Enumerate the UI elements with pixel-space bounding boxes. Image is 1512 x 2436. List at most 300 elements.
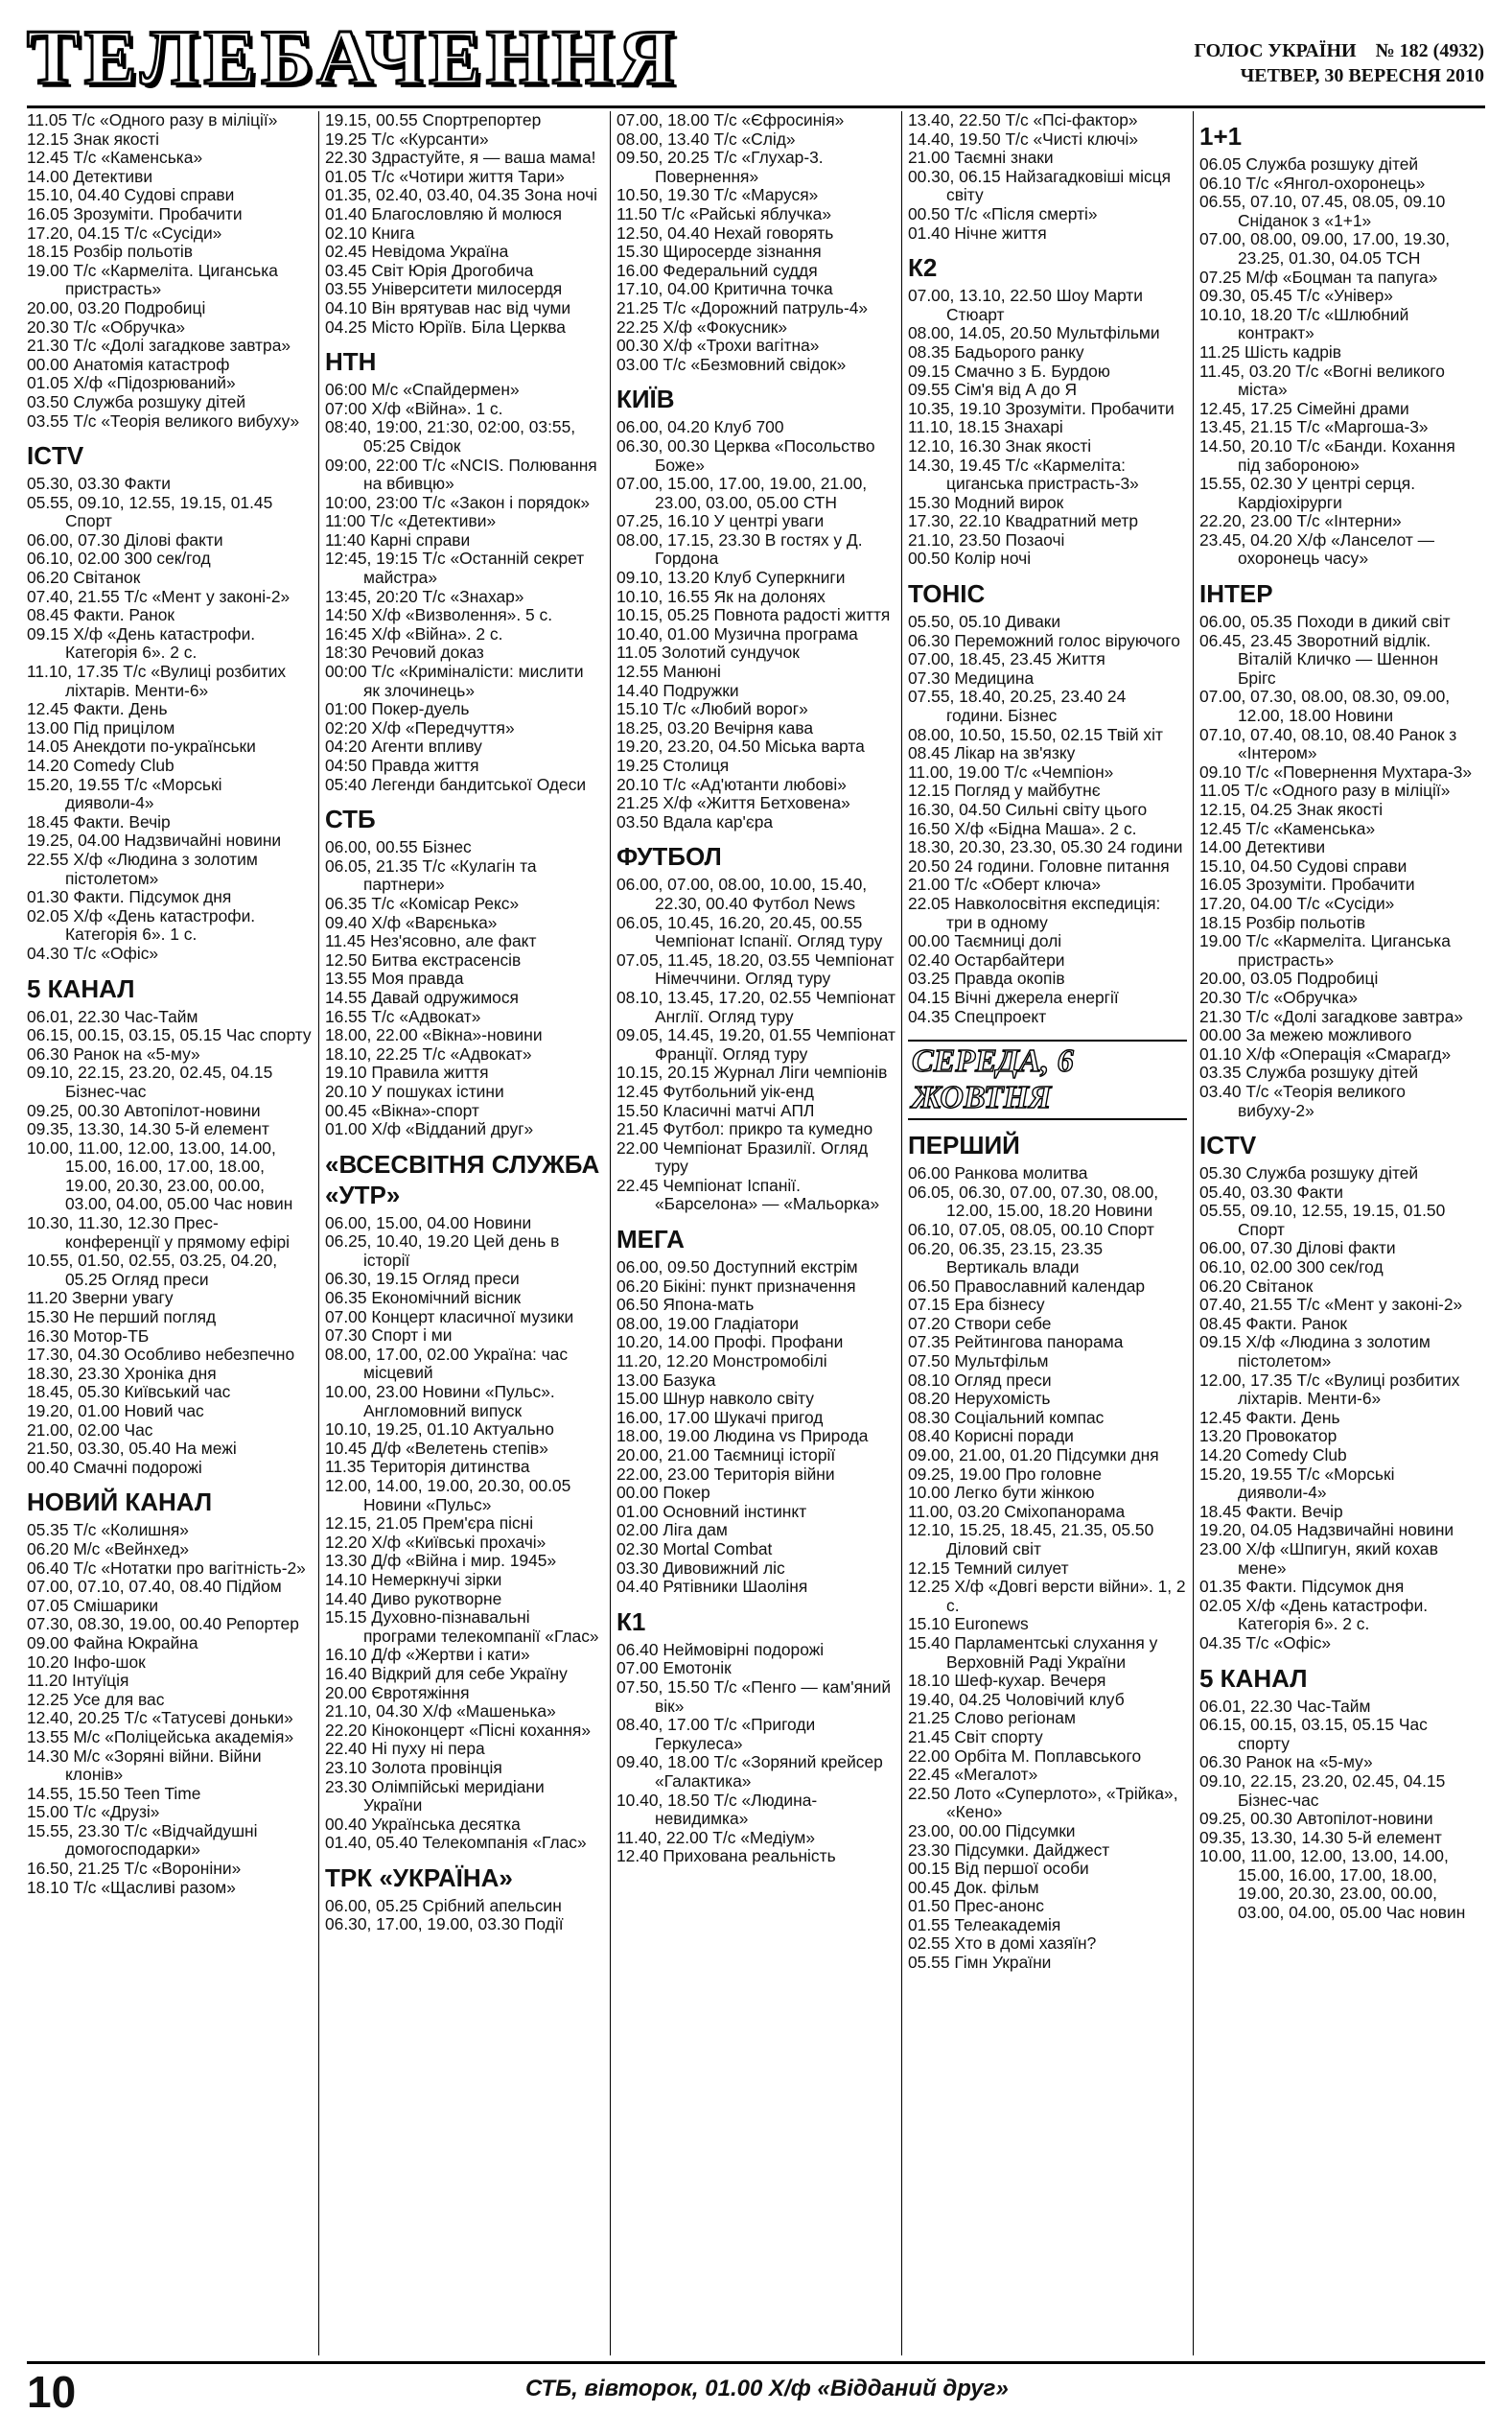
schedule-entry: 11:40 Карні справи [325, 529, 471, 550]
schedule-entry: 08.45 Лікар на зв'язку [908, 743, 1076, 763]
schedule-entry: 16.05 Зрозуміти. Пробачити [27, 203, 243, 223]
schedule-entry: 13.55 М/с «Поліцейська академія» [27, 1726, 294, 1746]
schedule-entry: 21.00 Т/с «Оберт ключа» [908, 875, 1102, 895]
schedule-entry: 12.25 Усе для вас [27, 1689, 165, 1709]
schedule-entry: 20.30 Т/с «Обручка» [27, 316, 186, 337]
schedule-entry: 06.00, 07.00, 08.00, 10.00, 15.40, 22.30, 00.40 Футбол News [616, 875, 868, 913]
schedule-entry: 19.40, 04.25 Чоловічий клуб [908, 1689, 1125, 1709]
schedule-entry: 07:00 Х/ф «Війна». 1 с. [325, 398, 503, 418]
schedule-entry: 08.45 Факти. Ранок [27, 605, 174, 625]
schedule-entry: 00.40 Українська десятка [325, 1814, 521, 1834]
schedule-entry: 06.00, 09.50 Доступний екстрім [616, 1257, 858, 1277]
schedule-entry: 06.00, 00.55 Бізнес [325, 837, 472, 857]
schedule-entry: 07.00, 08.00, 09.00, 17.00, 19.30, 23.25, 01.30, 04.05 ТСН [1199, 229, 1451, 268]
schedule-entry: 11.20, 12.20 Монстромобілі [616, 1351, 827, 1371]
schedule-entry: 09.10, 22.15, 23.20, 02.45, 04.15 Бізнес-час [1199, 1770, 1446, 1810]
schedule-entry: 12.00, 14.00, 19.00, 20.30, 00.05 Новини «Пульс» [325, 1476, 571, 1514]
schedule-entry: 15.10, 04.50 Судові справи [1199, 855, 1407, 876]
schedule-entry: 00.00 Таємниці долі [908, 931, 1062, 951]
schedule-entry: 22.05 Навколосвітня експедиція: три в одному [908, 893, 1161, 932]
schedule-entry: 15.30 Не перший погляд [27, 1307, 217, 1327]
schedule-entry: 06.05, 06.30, 07.00, 07.30, 08.00, 12.00, 15.00, 18.20 Новини [908, 1182, 1159, 1221]
schedule-entry: 01.40 Благословляю й молюся [325, 203, 563, 223]
schedule-entry: 14.55, 15.50 Teen Time [27, 1783, 201, 1803]
column-4 [901, 111, 1193, 2355]
schedule-entry: 12.45 Футбольний уік-енд [616, 1081, 814, 1101]
schedule-entry: 12.15 Темний силует [908, 1558, 1069, 1578]
schedule-entry: 11:00 Т/с «Детективи» [325, 511, 497, 531]
schedule-entry: 18:30 Речовий доказ [325, 643, 484, 663]
schedule-entry: 18.15 Розбір польотів [1199, 912, 1366, 932]
schedule-entry: 12.25 Х/ф «Довгі версти війни». 1, 2 с. [908, 1577, 1186, 1615]
schedule-entry: 06.30, 17.00, 19.00, 03.30 Події [325, 1914, 564, 1934]
schedule-entry: 04.40 Рятівники Шаоліня [616, 1577, 808, 1597]
schedule-entry: 11.20 Інтуїція [27, 1671, 129, 1691]
schedule-entry: 18.00, 22.00 «Вікна»-новини [325, 1025, 543, 1045]
channel-heading: НТН [325, 347, 377, 377]
schedule-entry: 06.00, 07.30 Ділові факти [27, 529, 223, 550]
schedule-entry: 18.45, 05.30 Київський час [27, 1382, 231, 1402]
schedule-entry: 18.10, 22.25 Т/с «Адвокат» [325, 1043, 532, 1064]
schedule-entry: 06.05 Служба розшуку дітей [1199, 154, 1419, 174]
schedule-entry: 12.20 Х/ф «Київські прохачі» [325, 1532, 547, 1552]
schedule-entry: 21.45 Світ спорту [908, 1726, 1043, 1746]
channel-heading: НОВИЙ КАНАЛ [27, 1487, 213, 1517]
schedule-entry: 22.25 Х/ф «Фокусник» [616, 316, 788, 337]
schedule-entry: 19.00 Т/с «Кармеліта. Циганська пристрасть» [27, 260, 278, 299]
schedule-entry: 12.50 Битва екстрасенсів [325, 949, 522, 970]
schedule-entry: 10.00, 11.00, 12.00, 13.00, 14.00, 15.00, 16.00, 17.00, 18.00, 19.00, 20.30, 23.00, 00.00, 03.00, 04.00, 05.00 Час новин [1199, 1846, 1466, 1923]
schedule-entry: 15.00 Шнур навколо світу [616, 1389, 815, 1409]
schedule-entry: 00.30 Х/ф «Трохи вагітна» [616, 336, 820, 356]
schedule-entry: 22.00 Орбіта М. Поплавського [908, 1745, 1142, 1766]
schedule-entry: 15.20, 19.55 Т/с «Морські дияволи-4» [1199, 1464, 1395, 1503]
schedule-entry: 19.15, 00.55 Спортрепортер [325, 111, 542, 129]
schedule-entry: 02.40 Остарбайтери [908, 949, 1065, 970]
schedule-entry: 03.50 Вдала кар'єра [616, 811, 774, 832]
schedule-entry: 22.40 Ні пуху ні пера [325, 1739, 485, 1759]
channel-heading: КИЇВ [616, 385, 675, 414]
schedule-entry: 06.30 Переможний голос віруючого [908, 630, 1180, 650]
schedule-entry: 05.30 Служба розшуку дітей [1199, 1163, 1419, 1183]
schedule-entry: 07.25, 16.10 У центрі уваги [616, 511, 825, 531]
schedule-entry: 06.30, 19.15 Огляд преси [325, 1269, 520, 1289]
schedule-entry: 02.30 Mortal Combat [616, 1538, 773, 1558]
schedule-entry: 12.40 Прихована реальність [616, 1846, 836, 1866]
schedule-entry: 01.05 Т/с «Чотири життя Тари» [325, 166, 565, 186]
schedule-entry: 11.10, 17.35 Т/с «Вулиці розбитих ліхтарів. Менти-6» [27, 662, 287, 700]
channel-heading: ІНТЕР [1199, 579, 1273, 609]
schedule-entry: 13:45, 20:20 Т/с «Знахар» [325, 586, 524, 606]
schedule-entry: 06.30 Ранок на «5-му» [27, 1043, 200, 1064]
schedule-entry: 09.15 Х/ф «Людина з золотим пістолетом» [1199, 1332, 1431, 1371]
schedule-entry: 12.15, 04.25 Знак якості [1199, 800, 1384, 819]
schedule-entry: 06.01, 22.30 Час-Тайм [1199, 1696, 1371, 1716]
schedule-entry: 12.15, 21.05 Прем'єра пісні [325, 1513, 534, 1534]
schedule-entry: 14.20 Comedy Club [27, 756, 174, 775]
schedule-entry: 06.35 Економічний вісник [325, 1288, 522, 1308]
schedule-entry: 04.30 Т/с «Офіс» [27, 943, 159, 963]
schedule-entry: 15.50 Класичні матчі АПЛ [616, 1100, 815, 1120]
schedule-entry: 19.20, 04.05 Надзвичайні новини [1199, 1520, 1454, 1540]
schedule-entry: 20.00, 03.20 Подробиці [27, 297, 206, 317]
schedule-entry: 09.35, 13.30, 14.30 5-й елемент [27, 1119, 269, 1139]
schedule-entry: 07.00, 13.10, 22.50 Шоу Марти Стюарт [908, 286, 1143, 324]
schedule-entry: 02.05 Х/ф «День катастрофи. Категорія 6». 2 с. [1199, 1595, 1429, 1634]
schedule-entry: 05.55, 09.10, 12.55, 19.15, 01.50 Спорт [1199, 1201, 1446, 1239]
schedule-entry: 08.00, 17.15, 23.30 В гостях у Д. Гордона [616, 529, 863, 569]
schedule-entry: 09.40, 18.00 Т/с «Зоряний крейсер «Галактика» [616, 1752, 883, 1791]
schedule-entry: 22.20, 23.00 Т/с «Інтерни» [1199, 511, 1402, 531]
schedule-entry: 22.55 Х/ф «Людина з золотим пістолетом» [27, 849, 258, 888]
schedule-entry: 05.50, 05.10 Диваки [908, 612, 1061, 632]
schedule-entry: 07.40, 21.55 Т/с «Мент у законі-2» [27, 586, 291, 606]
schedule-entry: 12.00, 17.35 Т/с «Вулиці розбитих ліхтарів. Менти-6» [1199, 1370, 1460, 1409]
schedule-entry: 22.00, 23.00 Територія війни [616, 1464, 835, 1484]
schedule-entry: 07.50 Мультфільм [908, 1351, 1049, 1371]
schedule-entry: 08.10 Огляд преси [908, 1370, 1052, 1390]
channel-heading: ТРК «УКРАЇНА» [325, 1862, 513, 1892]
schedule-entry: 16.00 Федеральний суддя [616, 260, 818, 280]
schedule-entry: 09.35, 13.30, 14.30 5-й елемент [1199, 1827, 1442, 1847]
schedule-entry: 08.00, 13.40 Т/с «Слід» [616, 129, 796, 149]
schedule-entry: 01:00 Покер-дуель [325, 699, 470, 719]
schedule-entry: 06.20 М/с «Вейнхед» [27, 1538, 190, 1558]
column-2 [318, 111, 610, 2355]
column-1 [27, 111, 318, 2355]
schedule-entry: 00.00 За межею можливого [1199, 1025, 1412, 1045]
schedule-entry: 15.55, 02.30 У центрі серця. Кардіохірурги [1199, 474, 1416, 512]
schedule-entry: 08.00, 10.50, 15.50, 02.15 Твій хіт [908, 724, 1163, 744]
schedule-entry: 19.25 Столиця [616, 756, 730, 775]
schedule-entry: 14.55 Давай одружимося [325, 987, 519, 1007]
schedule-entry: 10.30, 11.30, 12.30 Прес-конференції у прямому ефірі [27, 1213, 291, 1252]
schedule-entry: 04.35 Спецпроект [908, 1006, 1047, 1026]
schedule-entry: 10.15, 05.25 Повнота радості життя [616, 605, 891, 625]
schedule-entry: 00.00 Анатомія катастроф [27, 354, 230, 374]
schedule-entry: 16.55 Т/с «Адвокат» [325, 1006, 481, 1026]
schedule-entry: 01.35 Факти. Підсумок дня [1199, 1577, 1405, 1597]
schedule-entry: 09.05, 14.45, 19.20, 01.55 Чемпіонат Франції. Огляд туру [616, 1025, 896, 1064]
section-title: ТЕЛЕБАЧЕННЯ [27, 13, 680, 101]
channel-heading: ICTV [1199, 1131, 1257, 1160]
schedule-entry: 02.00 Ліга дам [616, 1520, 728, 1540]
schedule-entry: 07.00, 07.10, 07.40, 08.40 Підйом [27, 1577, 282, 1597]
schedule-entry: 11.20 Зверни увагу [27, 1288, 174, 1308]
schedule-entry: 12.45 Т/с «Каменська» [1199, 818, 1376, 838]
schedule-entry: 05.55 Гімн України [908, 1953, 1052, 1973]
schedule-entry: 06.05, 21.35 Т/с «Кулагін та партнери» [325, 855, 537, 895]
schedule-entry: 07.10, 07.40, 08.10, 08.40 Ранок з «Інтером» [1199, 724, 1457, 763]
schedule-entry: 00.40 Смачні подорожі [27, 1457, 202, 1477]
schedule-entry: 16.40 Відкрий для себе Україну [325, 1663, 568, 1683]
schedule-entry: 03.35 Служба розшуку дітей [1199, 1063, 1419, 1083]
schedule-entry: 18.10 Т/с «Щасливі разом» [27, 1877, 236, 1897]
schedule-entry: 16.30 Мотор-ТБ [27, 1325, 150, 1346]
schedule-entry: 10.55, 01.50, 02.55, 03.25, 04.20, 05.25 Огляд преси [27, 1251, 278, 1289]
schedule-entry: 12.15 Знак якості [27, 129, 159, 149]
schedule-entry: 11.35 Територія дитинства [325, 1457, 530, 1477]
schedule-entry: 02.55 Хто в домі хазяїн? [908, 1933, 1097, 1954]
schedule-entry: 10.15, 20.15 Журнал Ліги чемпіонів [616, 1063, 888, 1083]
schedule-entry: 06:00 М/с «Спайдермен» [325, 380, 520, 400]
schedule-entry: 20.00, 21.00 Таємниці історії [616, 1445, 836, 1464]
schedule-entry: 09.50, 20.25 Т/с «Глухар-3. Повернення» [616, 148, 824, 186]
schedule-entry: 11.45 Нез'ясовно, але факт [325, 931, 537, 951]
schedule-entry: 04:50 Правда життя [325, 756, 479, 775]
schedule-entry: 04.35 Т/с «Офіс» [1199, 1632, 1332, 1652]
schedule-entry: 20.30 Т/с «Обручка» [1199, 987, 1359, 1007]
schedule-entry: 15.30 Щиросерде зізнання [616, 242, 822, 262]
schedule-entry: 21.25 Т/с «Дорожний патруль-4» [616, 297, 869, 317]
schedule-entry: 19.25 Т/с «Курсанти» [325, 129, 489, 149]
issue-date: ЧЕТВЕР, 30 ВЕРЕСНЯ 2010 [1240, 65, 1484, 86]
schedule-entry: 10.10, 16.55 Як на долонях [616, 586, 826, 606]
schedule-entry: 06.01, 22.30 Час-Тайм [27, 1006, 198, 1026]
issue-info [1194, 38, 1484, 88]
schedule-entry: 14.20 Comedy Club [1199, 1445, 1347, 1464]
schedule-entry: 15.10, 04.40 Судові справи [27, 185, 235, 205]
schedule-entry: 06.20 Бікіні: пункт призначення [616, 1276, 856, 1296]
schedule-entry: 01.00 Х/ф «Відданий друг» [325, 1119, 534, 1139]
schedule-entry: 08.10, 13.45, 17.20, 02.55 Чемпіонат Англії. Огляд туру [616, 987, 896, 1026]
channel-heading: ФУТБОЛ [616, 842, 722, 872]
schedule-entry: 01.40 Нічне життя [908, 223, 1047, 243]
schedule-entry: 07.55, 18.40, 20.25, 23.40 24 години. Бізнес [908, 687, 1127, 726]
schedule-entry: 11.00, 03.20 Сміхопанорама [908, 1501, 1126, 1521]
schedule-entry: 06.55, 07.10, 07.45, 08.05, 09.10 Сніданок з «1+1» [1199, 192, 1446, 230]
schedule-entry: 07.00, 18.45, 23.45 Життя [908, 649, 1105, 669]
schedule-entry: 08.20 Нерухомість [908, 1389, 1051, 1409]
schedule-entry: 09.00, 21.00, 01.20 Підсумки дня [908, 1445, 1159, 1465]
schedule-entry: 12.50, 04.40 Нехай говорять [616, 223, 834, 243]
schedule-entry: 07.25 М/ф «Боцман та папуга» [1199, 267, 1438, 287]
day-heading: СЕРЕДА, 6 ЖОВТНЯ [908, 1040, 1187, 1120]
schedule-entry: 01.30 Факти. Підсумок дня [27, 887, 232, 907]
channel-heading: 5 КАНАЛ [27, 973, 135, 1003]
column-3 [610, 111, 901, 2355]
schedule-entry: 05.35 Т/с «Колишня» [27, 1520, 189, 1540]
schedule-entry: 16.50 Х/ф «Бідна Маша». 2 с. [908, 818, 1137, 838]
schedule-entry: 05:40 Легенди бандитської Одеси [325, 774, 587, 794]
schedule-entry: 07.35 Рейтингова панорама [908, 1332, 1124, 1352]
schedule-entry: 09:00, 22:00 Т/с «NCIS. Полювання на вбивцю» [325, 455, 597, 494]
schedule-entry: 15.55, 23.30 Т/с «Відчайдушні домогосподарки» [27, 1820, 258, 1860]
schedule-entry: 06.10 Т/с «Янгол-охоронець» [1199, 173, 1426, 193]
schedule-entry: 21.00, 02.00 Час [27, 1419, 153, 1440]
masthead [27, 13, 1484, 105]
schedule-entry: 08.40 Корисні поради [908, 1426, 1074, 1446]
schedule-entry: 07.20 Створи себе [908, 1313, 1052, 1333]
schedule-entry: 07.30, 08.30, 19.00, 00.40 Репортер [27, 1614, 299, 1634]
schedule-entry: 07.00, 15.00, 17.00, 19.00, 21.00, 23.00, 03.00, 05.00 СТН [616, 474, 868, 512]
schedule-entry: 10.00, 11.00, 12.00, 13.00, 14.00, 15.00, 16.00, 17.00, 18.00, 19.00, 20.30, 23.00, 00.00, 03.00, 04.00, 05.00 Час новин [27, 1137, 293, 1214]
schedule-entry: 04.15 Вічні джерела енергії [908, 987, 1119, 1007]
channel-heading: ПЕРШИЙ [908, 1131, 1020, 1160]
schedule-entry: 13.40, 22.50 Т/с «Псі-фактор» [908, 111, 1138, 129]
schedule-entry: 21.30 Т/с «Долі загадкове завтра» [1199, 1006, 1464, 1026]
schedule-entry: 08:40, 19:00, 21:30, 02:00, 03:55, 05:25 Свідок [325, 417, 576, 456]
schedule-entry: 06.15, 00.15, 03.15, 05.15 Час спорту [27, 1025, 312, 1045]
schedule-entry: 06.50 Япона-мать [616, 1295, 755, 1315]
schedule-entry: 16.00, 17.00 Шукачі пригод [616, 1407, 824, 1427]
schedule-entry: 11.50 Т/с «Райські яблучка» [616, 203, 832, 223]
schedule-entry: 14.50, 20.10 Т/с «Банди. Кохання під забороною» [1199, 435, 1455, 475]
schedule-entry: 06.00, 15.00, 04.00 Новини [325, 1212, 532, 1232]
schedule-entry: 23.10 Золота провінція [325, 1757, 502, 1777]
schedule-entry: 03.45 Світ Юрія Дрогобича [325, 260, 534, 280]
schedule-entry: 05.30, 03.30 Факти [27, 474, 171, 494]
schedule-entry: 11.10, 18.15 Знахарі [908, 417, 1063, 437]
schedule-entry: 07.50, 15.50 Т/с «Пенго — кам'яний вік» [616, 1676, 892, 1716]
schedule-entry: 15.00 Т/с «Друзі» [27, 1802, 160, 1822]
schedule-entry: 14.40, 19.50 Т/с «Чисті ключі» [908, 129, 1139, 149]
schedule-entry: 09.30, 05.45 Т/с «Універ» [1199, 286, 1393, 306]
schedule-entry: 06.45, 23.45 Зворотний відлік. Віталій Кличко — Шеннон Брігс [1199, 630, 1439, 688]
schedule-entry: 19.25, 04.00 Надзвичайні новини [27, 831, 282, 851]
schedule-entry: 10.35, 19.10 Зрозуміти. Пробачити [908, 398, 1175, 418]
schedule-entry: 13.00 Під прицілом [27, 717, 175, 738]
schedule-entry: 12.15 Погляд у майбутнє [908, 781, 1101, 801]
schedule-entry: 12.45 Факти. День [1199, 1407, 1340, 1427]
schedule-entry: 10.40, 01.00 Музична програма [616, 623, 858, 644]
schedule-entry: 07.30 Медицина [908, 668, 1035, 688]
schedule-entry: 12:45, 19:15 Т/с «Останній секрет майстра» [325, 549, 585, 588]
schedule-entry: 18.25, 03.20 Вечірня кава [616, 717, 814, 738]
schedule-entry: 07.05, 11.45, 18.20, 03.55 Чемпіонат Німеччини. Огляд туру [616, 949, 895, 989]
schedule-entry: 21.10, 23.50 Позаочі [908, 529, 1065, 550]
schedule-entry: 09.40 Х/ф «Варєнька» [325, 912, 498, 932]
schedule-entry: 14.00 Детективи [1199, 837, 1326, 857]
schedule-entry: 06.40 Неймовірні подорожі [616, 1639, 825, 1659]
schedule-entry: 08.30 Соціальний компас [908, 1407, 1105, 1427]
schedule-entry: 14.10 Немеркнучі зірки [325, 1569, 502, 1589]
schedule-entry: 03.50 Служба розшуку дітей [27, 391, 246, 411]
issue-number: № 182 (4932) [1375, 40, 1484, 61]
schedule-entry: 03.55 Університети милосердя [325, 279, 563, 299]
channel-heading: К2 [908, 253, 938, 283]
schedule-entry: 03.55 Т/с «Теорія великого вибуху» [27, 410, 300, 431]
schedule-entry: 16.05 Зрозуміти. Пробачити [1199, 875, 1415, 895]
schedule-entry: 06.30, 00.30 Церква «Посольство Боже» [616, 435, 875, 475]
schedule-entry: 06.00, 07.30 Ділові факти [1199, 1238, 1396, 1258]
schedule-entry: 00:00 Т/с «Криміналісти: мислити як злочинець» [325, 662, 584, 700]
channel-heading: 1+1 [1199, 122, 1243, 151]
schedule-entry: 01.05 Х/ф «Підозрюваний» [27, 373, 236, 393]
schedule-entry: 03.00 Т/с «Безмовний свідок» [616, 354, 847, 374]
top-rule [27, 105, 1485, 108]
schedule-entry: 06.20 Світанок [27, 568, 141, 588]
schedule-entry: 09.10, 22.15, 23.20, 02.45, 04.15 Бізнес-час [27, 1063, 273, 1101]
schedule-entry: 23.30 Олімпійські меридіани України [325, 1776, 545, 1815]
schedule-entry: 07.00, 18.00 Т/с «Єфросинія» [616, 111, 845, 129]
schedule-entry: 06.00 Ранкова молитва [908, 1163, 1088, 1183]
schedule-entry: 07.00 Емотонік [616, 1658, 732, 1678]
schedule-entry: 06.50 Православний календар [908, 1276, 1146, 1296]
page-footer [27, 2361, 1485, 2422]
schedule-entry: 03.30 Дивовижний ліс [616, 1558, 785, 1578]
schedule-entry: 21.45 Футбол: прикро та кумедно [616, 1119, 873, 1139]
schedule-entry: 09.15 Смачно з Б. Бурдою [908, 361, 1110, 381]
footer-promo: СТБ, вівторок, 01.00 Х/ф «Відданий друг» [525, 2376, 1009, 2401]
page-number: 10 [27, 2367, 77, 2417]
schedule-entry: 12.55 Манюні [616, 662, 721, 682]
channel-heading: ICTV [27, 441, 84, 471]
schedule-entry: 20.00, 03.05 Подробиці [1199, 969, 1379, 989]
schedule-entry: 01.55 Телеакадемія [908, 1914, 1061, 1934]
schedule-entry: 15.10 Т/с «Любий ворог» [616, 699, 808, 719]
schedule-entry: 15.10 Euronews [908, 1614, 1029, 1634]
schedule-entry: 22.50 Лото «Суперлото», «Трійка», «Кено» [908, 1783, 1178, 1822]
schedule-entry: 09.25, 00.30 Автопілот-новини [1199, 1809, 1433, 1829]
schedule-entry: 01.35, 02.40, 03.40, 04.35 Зона ночі [325, 185, 597, 205]
schedule-entry: 06.00, 04.20 Клуб 700 [616, 417, 784, 437]
schedule-entry: 17.10, 04.00 Критична точка [616, 279, 833, 299]
schedule-entry: 08.00, 17.00, 02.00 Україна: час місцевий [325, 1344, 569, 1383]
schedule-entry: 11.00, 19.00 Т/с «Чемпіон» [908, 761, 1114, 782]
schedule-entry: 14.30, 19.45 Т/с «Кармеліта: циганська пристрасть-3» [908, 455, 1139, 494]
schedule-entry: 22.20 Кіноконцерт «Пісні кохання» [325, 1720, 592, 1740]
schedule-entry: 18.00, 19.00 Людина vs Природа [616, 1426, 869, 1446]
schedule-entry: 07.00, 07.30, 08.00, 08.30, 09.00, 12.00, 18.00 Новини [1199, 687, 1451, 726]
schedule-entry: 19.10 Правила життя [325, 1063, 489, 1083]
schedule-entry: 06.35 Т/с «Комісар Рекс» [325, 893, 520, 913]
schedule-entry: 18.10 Шеф-кухар. Вечеря [908, 1671, 1106, 1691]
schedule-entry: 11.45, 03.20 Т/с «Вогні великого міста» [1199, 361, 1445, 400]
schedule-entry: 12.45, 17.25 Сімейні драми [1199, 398, 1409, 418]
schedule-entry: 06.30 Ранок на «5-му» [1199, 1752, 1373, 1772]
schedule-entry: 03.40 Т/с «Теорія великого вибуху-2» [1199, 1081, 1406, 1120]
schedule-entry: 04.10 Він врятував нас від чуми [325, 297, 571, 317]
schedule-entry: 07.15 Ера бізнесу [908, 1295, 1045, 1315]
schedule-entry: 00.45 «Вікна»-спорт [325, 1100, 479, 1120]
channel-heading: МЕГА [616, 1225, 685, 1254]
schedule-entry: 00.00 Покер [616, 1483, 710, 1503]
schedule-entry: 15.30 Модний вирок [908, 492, 1064, 512]
schedule-entry: 23.00, 00.00 Підсумки [908, 1820, 1076, 1840]
schedule-entry: 21.30 Т/с «Долі загадкове завтра» [27, 336, 291, 356]
schedule-entry: 10.20 Інфо-шок [27, 1651, 146, 1672]
schedule-entry: 11.05 Золотий сундучок [616, 643, 800, 663]
schedule-entry: 09.25, 00.30 Автопілот-новини [27, 1100, 261, 1120]
schedule-entry: 22.45 Чемпіонат Іспанії. «Барселона» — «Мальорка» [616, 1175, 880, 1214]
schedule-entry: 06.00, 05.25 Срібний апельсин [325, 1895, 562, 1915]
channel-heading: 5 КАНАЛ [1199, 1663, 1308, 1693]
schedule-entry: 08.40, 17.00 Т/с «Пригоди Геркулеса» [616, 1715, 816, 1753]
schedule-entry: 15.20, 19.55 Т/с «Морські дияволи-4» [27, 774, 222, 813]
schedule-entry: 06.00, 05.35 Походи в дикий світ [1199, 612, 1451, 632]
schedule-entry: 16.30, 04.50 Сильні світу цього [908, 800, 1148, 819]
schedule-entry: 21.25 Х/ф «Життя Бетховена» [616, 793, 850, 813]
schedule-entry: 06.20, 06.35, 23.15, 23.35 Вертикаль влади [908, 1238, 1104, 1277]
schedule-entry: 13.00 Базука [616, 1370, 716, 1390]
schedule-entry: 16:45 Х/ф «Війна». 2 с. [325, 623, 503, 644]
schedule-entry: 23.00 Х/ф «Шпигун, який кохав мене» [1199, 1538, 1438, 1578]
schedule-entry: 22.00 Чемпіонат Бразилії. Огляд туру [616, 1137, 869, 1177]
schedule-entry: 19.20, 23.20, 04.50 Міська варта [616, 737, 865, 757]
schedule-entry: 09.00 Файна Юкрайна [27, 1632, 198, 1652]
schedule-entry: 21.50, 03.30, 05.40 На межі [27, 1439, 237, 1459]
channel-heading: К1 [616, 1606, 646, 1636]
schedule-entry: 06.10, 02.00 300 сек/год [27, 549, 211, 569]
schedule-entry: 04:20 Агенти впливу [325, 737, 482, 757]
schedule-entry: 13.45, 21.15 Т/с «Маргоша-3» [1199, 417, 1429, 437]
schedule-entry: 03.25 Правда окопів [908, 969, 1065, 989]
schedule-entry: 09.10 Т/с «Повернення Мухтара-3» [1199, 761, 1473, 782]
schedule-entry: 13.20 Провокатор [1199, 1426, 1338, 1446]
schedule-columns [27, 111, 1484, 2355]
schedule-entry: 07.40, 21.55 Т/с «Мент у законі-2» [1199, 1295, 1463, 1315]
